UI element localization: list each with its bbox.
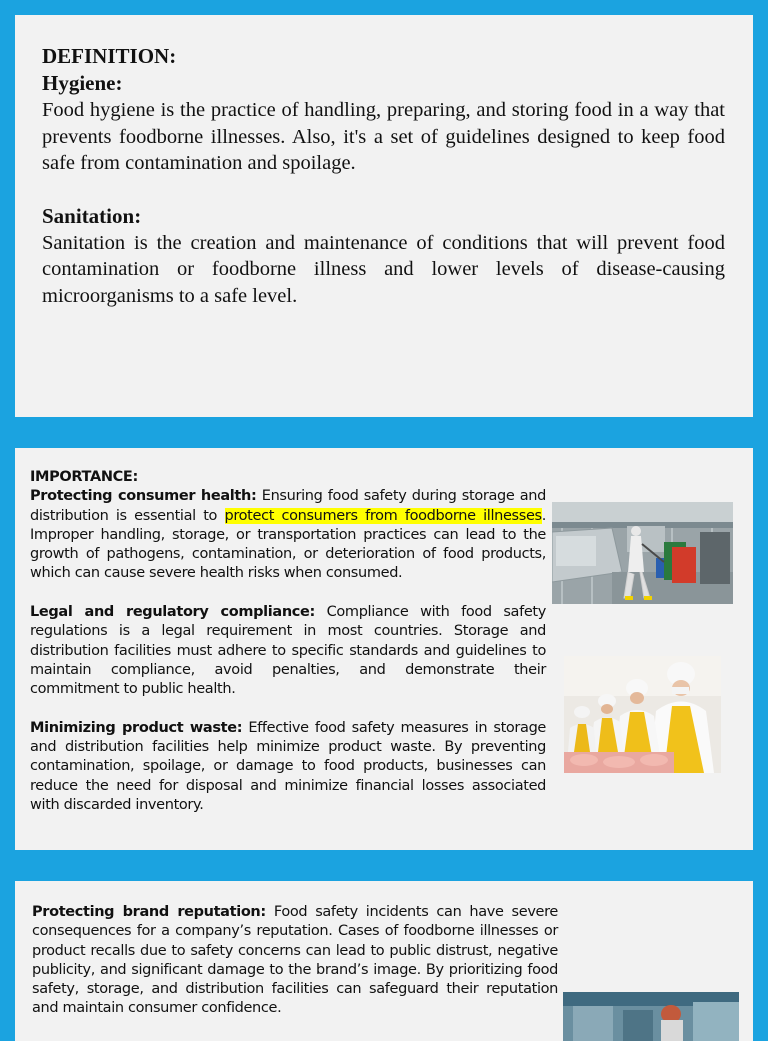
importance-paragraph-consumer-health xyxy=(30,487,546,583)
hygiene-title: Hygiene: xyxy=(42,71,123,95)
importance-heading: IMPORTANCE: xyxy=(30,469,138,485)
legal-compliance-title: Legal and regulatory compliance: xyxy=(30,604,315,621)
food-workers-photo xyxy=(564,656,721,773)
food-production-photo xyxy=(563,992,739,1041)
consumer-health-text-after: . Improper handling, storage, or transportation practices can lead to the growth of pathogens, contamination, or deterioration of food products, which can cause severe health risks when consumed. xyxy=(30,507,546,582)
brand-reputation-card xyxy=(15,881,753,1041)
consumer-health-text-before: Ensuring food safety during storage and distribution is essential to xyxy=(30,488,546,524)
brand-reputation-text: Food safety incidents can have severe consequences for a company’s reputation. Cases of foodborne illnesses or product recalls due to safety concerns can lead to public distrust, negative publicity, and significant damage to the brand’s image. By prioritizing food safety, storage, and distribution facilities can safeguard their reputation and maintain consumer confidence. xyxy=(32,904,558,1017)
consumer-health-highlight: protect consumers from foodborne illnesses xyxy=(224,507,542,524)
sanitation-text: Sanitation is the creation and maintenance of conditions that will prevent food contamination or foodborne illness and lower levels of disease-causing microorganisms to a safe level. xyxy=(42,231,725,307)
hygiene-text: Food hygiene is the practice of handling, preparing, and storing food in a way that prevents foodborne illnesses. Also, it's a set of guidelines designed to keep food safe from contamination and spoilage. xyxy=(42,99,725,174)
importance-paragraph-product-waste xyxy=(30,719,546,815)
importance-card xyxy=(15,448,753,850)
product-waste-title: Minimizing product waste: xyxy=(30,719,243,736)
importance-paragraph-legal-compliance xyxy=(30,603,546,699)
brand-reputation-title: Protecting brand reputation: xyxy=(32,904,266,920)
definition-heading: DEFINITION: xyxy=(42,44,177,68)
consumer-health-title: Protecting consumer health: xyxy=(30,488,257,505)
product-waste-text: Effective food safety measures in storage and distribution facilities help minimize product waste. By preventing contamination, spoilage, or damage to food products, businesses can reduce the need for disposal and minimize financial losses associated with discarded inventory. xyxy=(30,719,546,814)
continued-text-column xyxy=(32,903,558,1019)
definition-section xyxy=(42,43,725,309)
importance-paragraph-brand-reputation xyxy=(32,903,558,1019)
food-facility-cleaning-photo xyxy=(552,502,733,604)
importance-text-column xyxy=(30,468,546,815)
definition-card xyxy=(15,15,753,417)
sanitation-title: Sanitation: xyxy=(42,203,142,228)
legal-compliance-text: Compliance with food safety regulations is a legal requirement in most countries. Storage and distribution facilities must adhere to specific standards and guidelines to maintain compliance, avoid penalties, and demonstrate their commitment to public health. xyxy=(30,604,546,698)
